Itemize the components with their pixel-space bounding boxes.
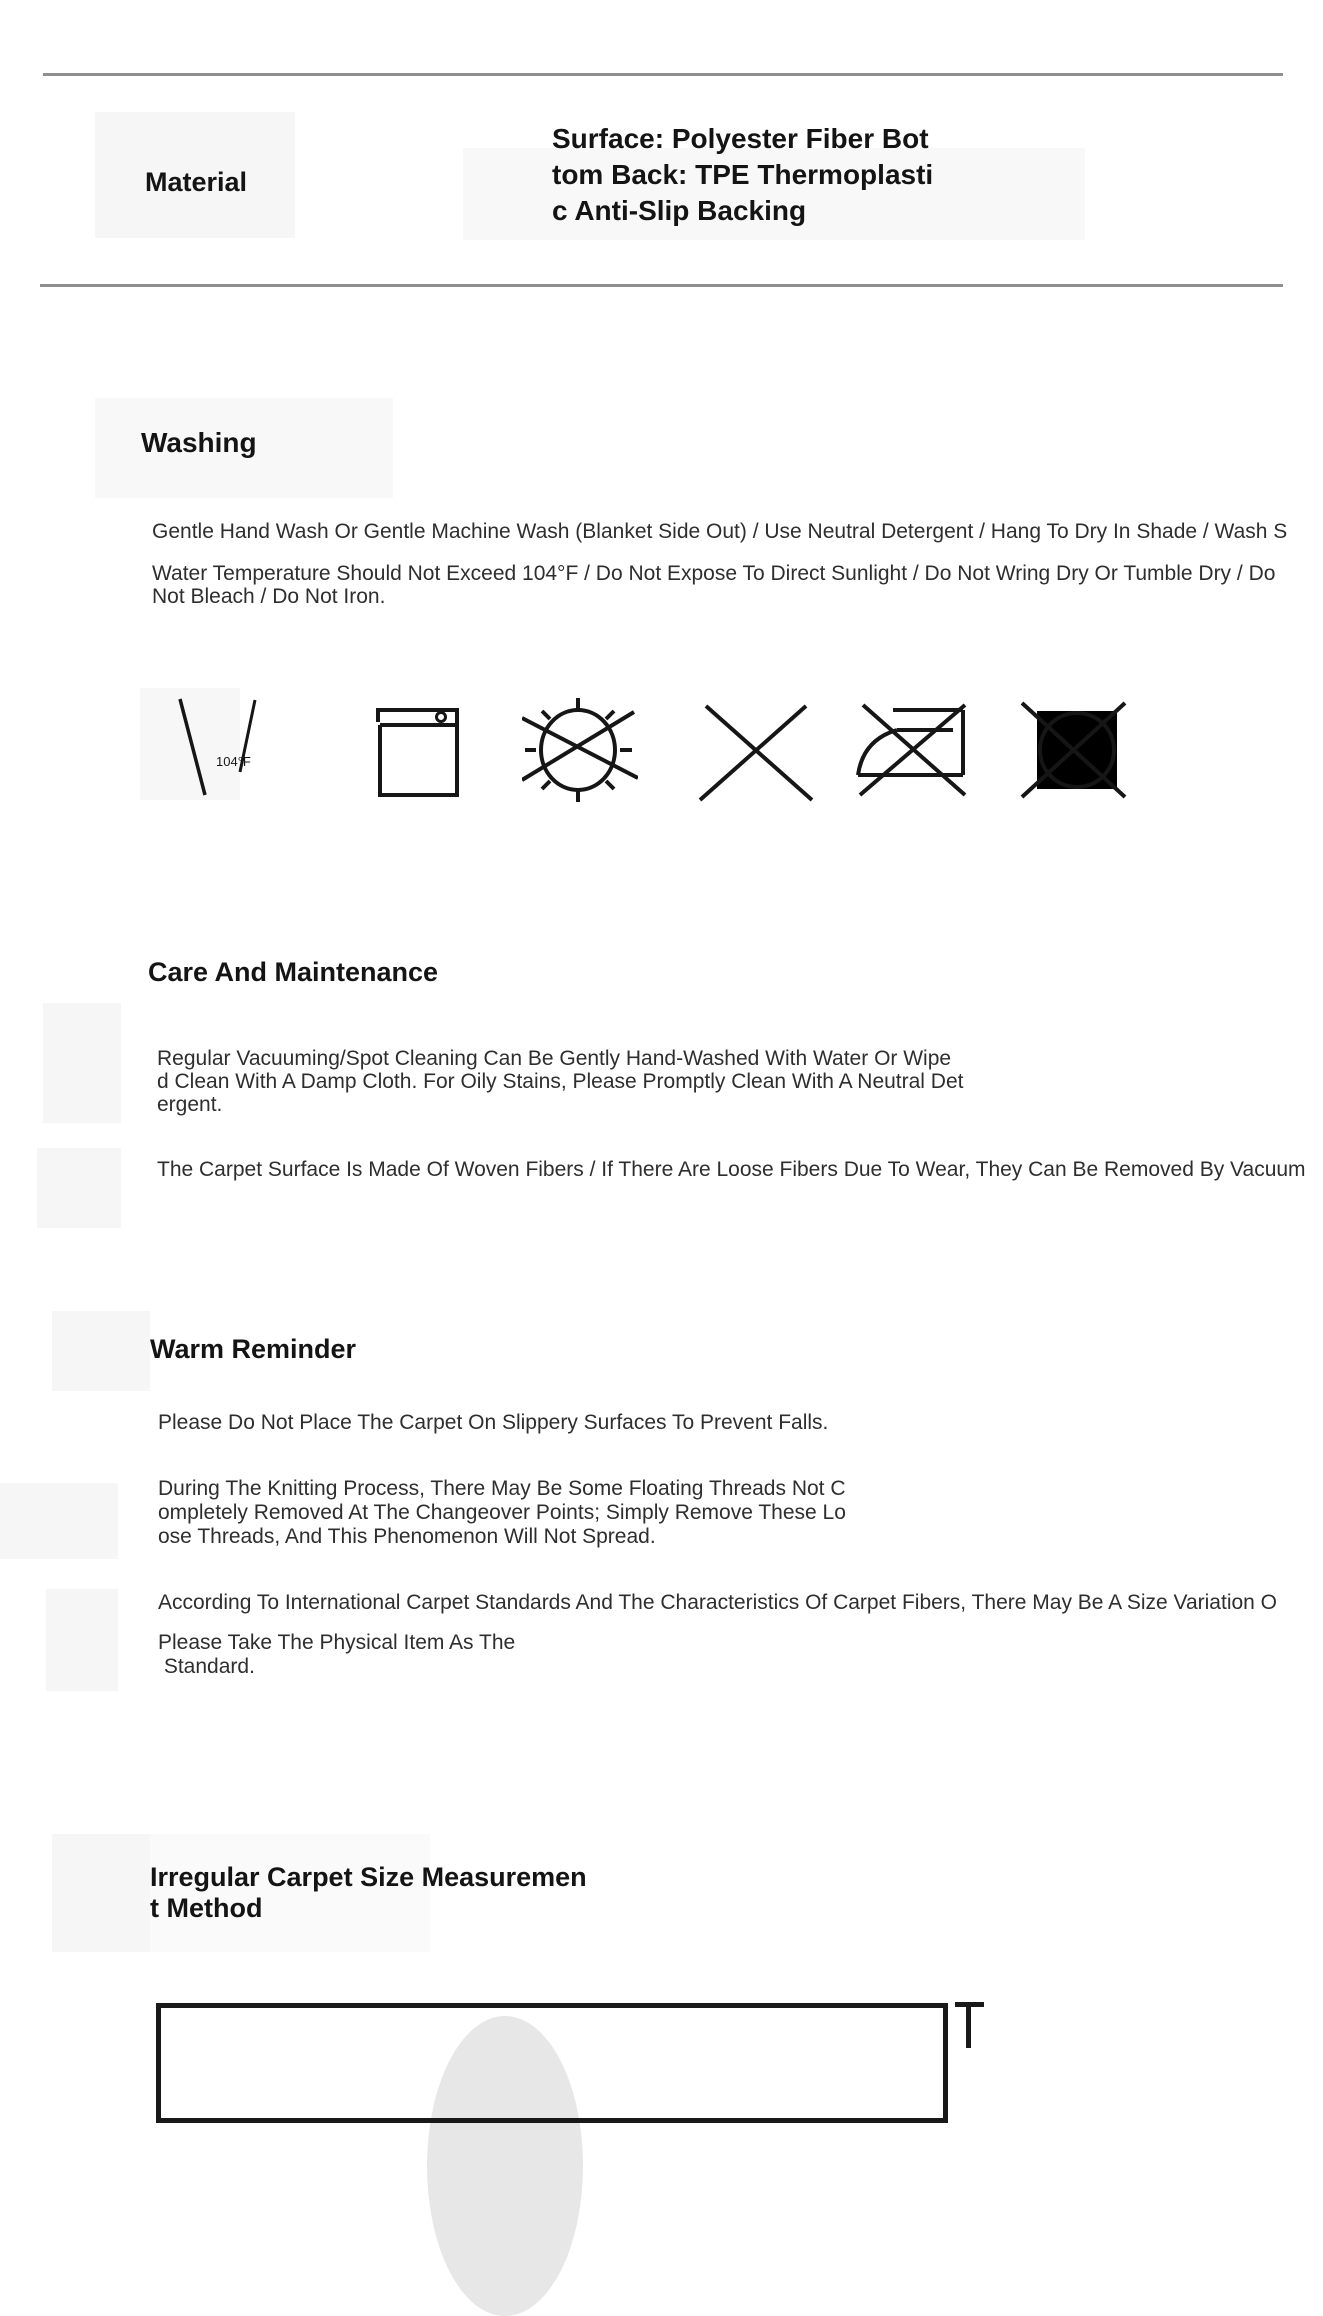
reminder-paragraph-4 <box>158 1631 515 1679</box>
material-label: Material <box>145 167 248 197</box>
care-paragraph-1-line: d Clean With A Damp Cloth. For Oily Stains, Please Promptly Clean With A Neutral Det <box>157 1070 964 1093</box>
overlay-patch <box>52 1311 150 1391</box>
care-paragraph-1-line: Regular Vacuuming/Spot Cleaning Can Be Gently Hand-Washed With Water Or Wipe <box>157 1047 952 1070</box>
no-tumble-dry-icon <box>1018 698 1128 800</box>
reminder-title: Warm Reminder <box>150 1334 357 1364</box>
care-paragraph-1 <box>157 1047 964 1116</box>
material-value-line: Surface: Polyester Fiber Bot <box>552 123 929 154</box>
care-title: Care And Maintenance <box>148 957 439 987</box>
washing-paragraph-2-line: Not Bleach / Do Not Iron. <box>152 585 386 608</box>
measurement-title-line: Irregular Carpet Size Measuremen <box>150 1862 587 1892</box>
no-sunlight-icon <box>522 698 638 802</box>
divider-top <box>43 73 1283 76</box>
reminder-paragraph-4-line: Standard. <box>158 1655 255 1678</box>
reminder-paragraph-2-line: ompletely Removed At The Changeover Points; Simply Remove These Lo <box>158 1501 846 1524</box>
material-value-line: c Anti-Slip Backing <box>552 195 807 226</box>
measurement-title <box>150 1862 587 1924</box>
washing-paragraph-1 <box>152 520 1287 543</box>
washing-title: Washing <box>141 427 257 458</box>
overlay-patch <box>46 1589 118 1691</box>
reminder-paragraph-3-line: According To International Carpet Standards And The Characteristics Of Carpet Fibers, There May Be A Size Variation O <box>158 1591 1278 1614</box>
reminder-paragraph-1 <box>158 1411 828 1434</box>
hand-wash-104f-icon <box>172 695 267 800</box>
material-value <box>552 121 933 229</box>
machine-wash-icon <box>375 705 465 800</box>
overlay-patch <box>43 1003 121 1123</box>
care-paragraph-2 <box>157 1158 1306 1181</box>
overlay-patch <box>52 1834 150 1952</box>
hand-wash-temp-label: 104°F <box>216 754 251 769</box>
reminder-paragraph-1-line: Please Do Not Place The Carpet On Slippery Surfaces To Prevent Falls. <box>158 1411 829 1434</box>
reminder-paragraph-2-line: During The Knitting Process, There May Be Some Floating Threads Not C <box>158 1477 846 1500</box>
reminder-paragraph-2 <box>158 1477 846 1549</box>
care-paragraph-1-line: ergent. <box>157 1093 223 1116</box>
overlay-patch <box>0 1483 118 1559</box>
no-bleach-icon <box>695 700 817 806</box>
no-iron-icon <box>855 700 970 800</box>
washing-paragraph-2-line: Water Temperature Should Not Exceed 104°F / Do Not Expose To Direct Sunlight / Do Not Wring Dry Or Tumble Dry / Do <box>152 562 1276 585</box>
material-value-line: tom Back: TPE Thermoplasti <box>552 159 934 190</box>
reminder-paragraph-3 <box>158 1591 1277 1614</box>
divider-material-bottom <box>40 284 1283 287</box>
reminder-paragraph-4-line: Please Take The Physical Item As The <box>158 1631 516 1654</box>
overlay-patch <box>37 1148 121 1228</box>
measurement-diagram-rectangle <box>156 2003 948 2123</box>
washing-paragraph-2 <box>152 562 1275 608</box>
measurement-title-line: t Method <box>150 1893 263 1923</box>
washing-paragraph-1-line: Gentle Hand Wash Or Gentle Machine Wash (Blanket Side Out) / Use Neutral Detergent / Hang To Dry In Shade / Wash S <box>152 520 1288 543</box>
measurement-tick-stem <box>966 2002 971 2048</box>
reminder-paragraph-2-line: ose Threads, And This Phenomenon Will Not Spread. <box>158 1525 656 1548</box>
care-paragraph-2-line: The Carpet Surface Is Made Of Woven Fibers / If There Are Loose Fibers Due To Wear, They Can Be Removed By Vacuum <box>157 1158 1306 1181</box>
